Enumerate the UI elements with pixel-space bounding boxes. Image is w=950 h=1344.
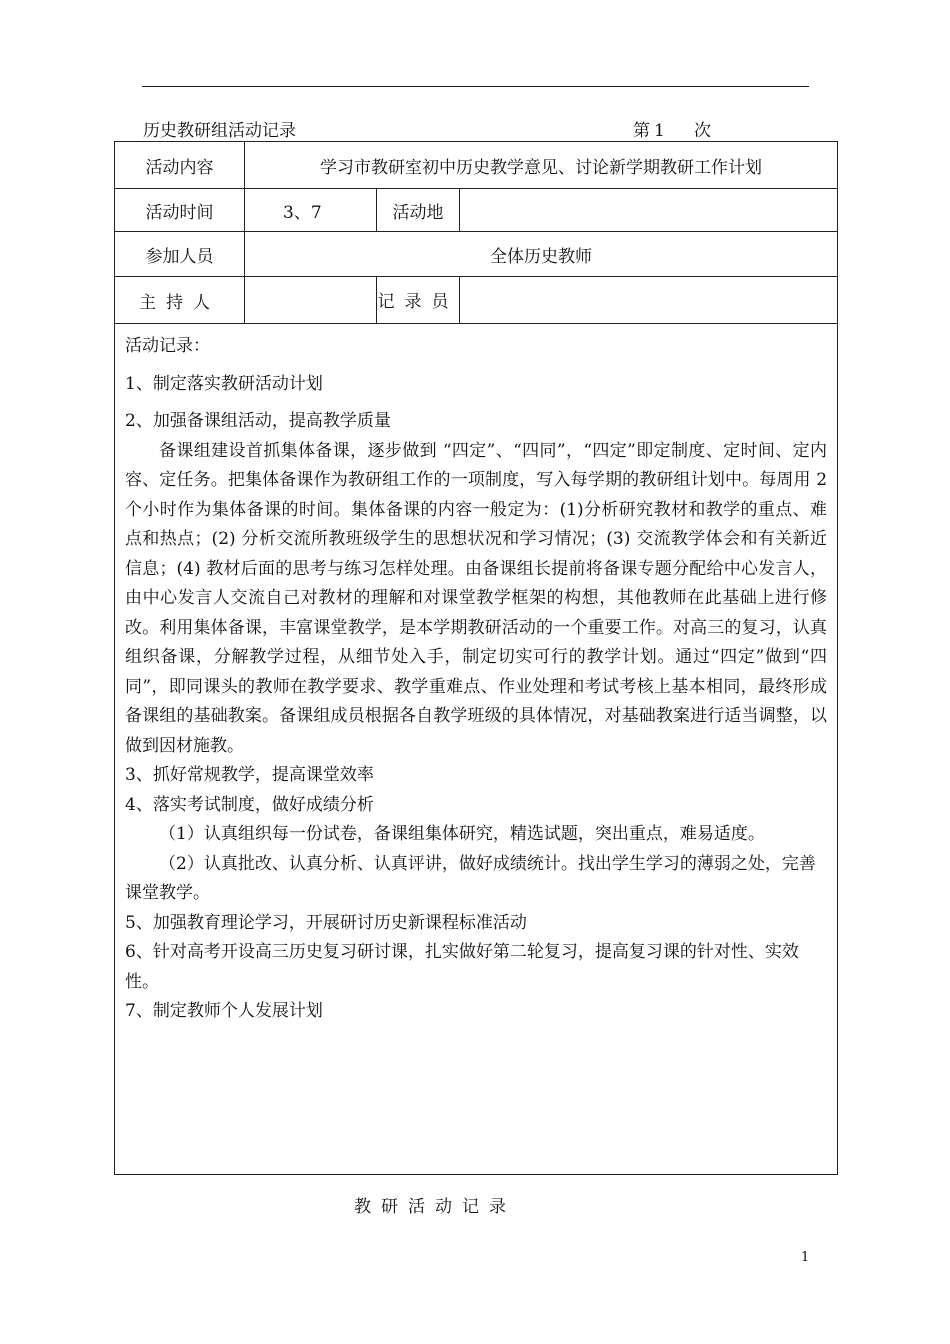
top-rule	[142, 86, 809, 87]
time-place-row	[115, 189, 838, 232]
time-value: 3、7	[245, 189, 377, 232]
record-paragraph-lesson-prep: 备课组建设首抓集体备课，逐步做到 “四定”、“四同”，“四定”即定制度、定时间、定内容、定任务。把集体备课作为教研组工作的一项制度，写入每学期的教研组计划中。每周用 2 个小时作为集体备课的时间。集体备课的内容一般定为：(1)分析研究教材和教学的重点、难点和热点；(2) 分析交流所教班级学生的思想状况和学习情况；(3) 交流教学体会和有关新近信息；(4) 教材后面的思考与练习怎样处理。由备课组长提前将备课专题分配给中心发言人，由中心发言人交流自己对教材的理解和对课堂教学框架的构想，其他教师在此基础上进行修改。利用集体备课，丰富课堂教学，是本学期教研活动的一个重要工作。对高三的复习，认真组织备课，分解教学过程，从细节处入手，制定切实可行的教学计划。通过“四定”做到“四同”，即同课头的教师在教学要求、教学重难点、作业处理和考试考核上基本相同，最终形成备课组的基础教案。备课组成员根据各自教学班级的具体情况，对基础教案进行适当调整，以做到因材施教。	[125, 440, 828, 756]
host-label: 主持人	[115, 277, 245, 324]
record-heading: 活动记录：	[125, 336, 210, 356]
record-item-6: 6、针对高考开设高三历史复习研讨课，扎实做好第二轮复习，提高复习课的针对性、实效性。	[125, 942, 799, 992]
record-title: 历史教研组活动记录	[143, 121, 296, 141]
content-row	[115, 142, 838, 189]
record-row	[115, 324, 838, 1175]
host-recorder-row	[115, 277, 838, 324]
record-item-7: 7、制定教师个人发展计划	[125, 1001, 323, 1021]
session-count-value: 1	[650, 121, 694, 142]
recorder-value	[460, 277, 838, 324]
record-item-4: 4、落实考试制度，做好成绩分析	[125, 794, 374, 815]
place-label: 活动地	[377, 189, 460, 232]
activity-form-table	[114, 141, 838, 1175]
footer-title: 教研活动记录	[354, 1197, 516, 1217]
session-count	[633, 116, 711, 142]
host-value	[245, 277, 377, 324]
record-item-3: 3、抓好常规教学，提高课堂效率	[125, 765, 374, 785]
participants-value: 全体历史教师	[245, 232, 838, 277]
time-label: 活动时间	[115, 189, 245, 232]
recorder-label: 记录员	[377, 277, 460, 324]
session-count-prefix: 第	[633, 121, 650, 141]
participants-label: 参加人员	[115, 232, 245, 277]
place-value	[460, 189, 838, 232]
session-count-suffix: 次	[694, 121, 711, 141]
activity-record-cell	[115, 324, 838, 1175]
record-item-5: 5、加强教育理论学习，开展研讨历史新课程标准活动	[125, 912, 527, 933]
content-value: 学习市教研室初中历史教学意见、讨论新学期教研工作计划	[245, 142, 838, 189]
record-item-1: 1、制定落实教研活动计划	[125, 373, 323, 394]
participants-row	[115, 232, 838, 277]
page-number: 1	[801, 1250, 810, 1265]
record-item-2: 2、加强备课组活动，提高教学质量	[125, 411, 391, 431]
record-subitem-4-2: （2）认真批改、认真分析、认真评讲，做好成绩统计。找出学生学习的薄弱之处，完善课堂教学。	[125, 853, 816, 903]
record-subitem-4-1: （1）认真组织每一份试卷，备课组集体研究，精选试题，突出重点，难易适度。	[159, 824, 765, 844]
content-label: 活动内容	[115, 142, 245, 189]
